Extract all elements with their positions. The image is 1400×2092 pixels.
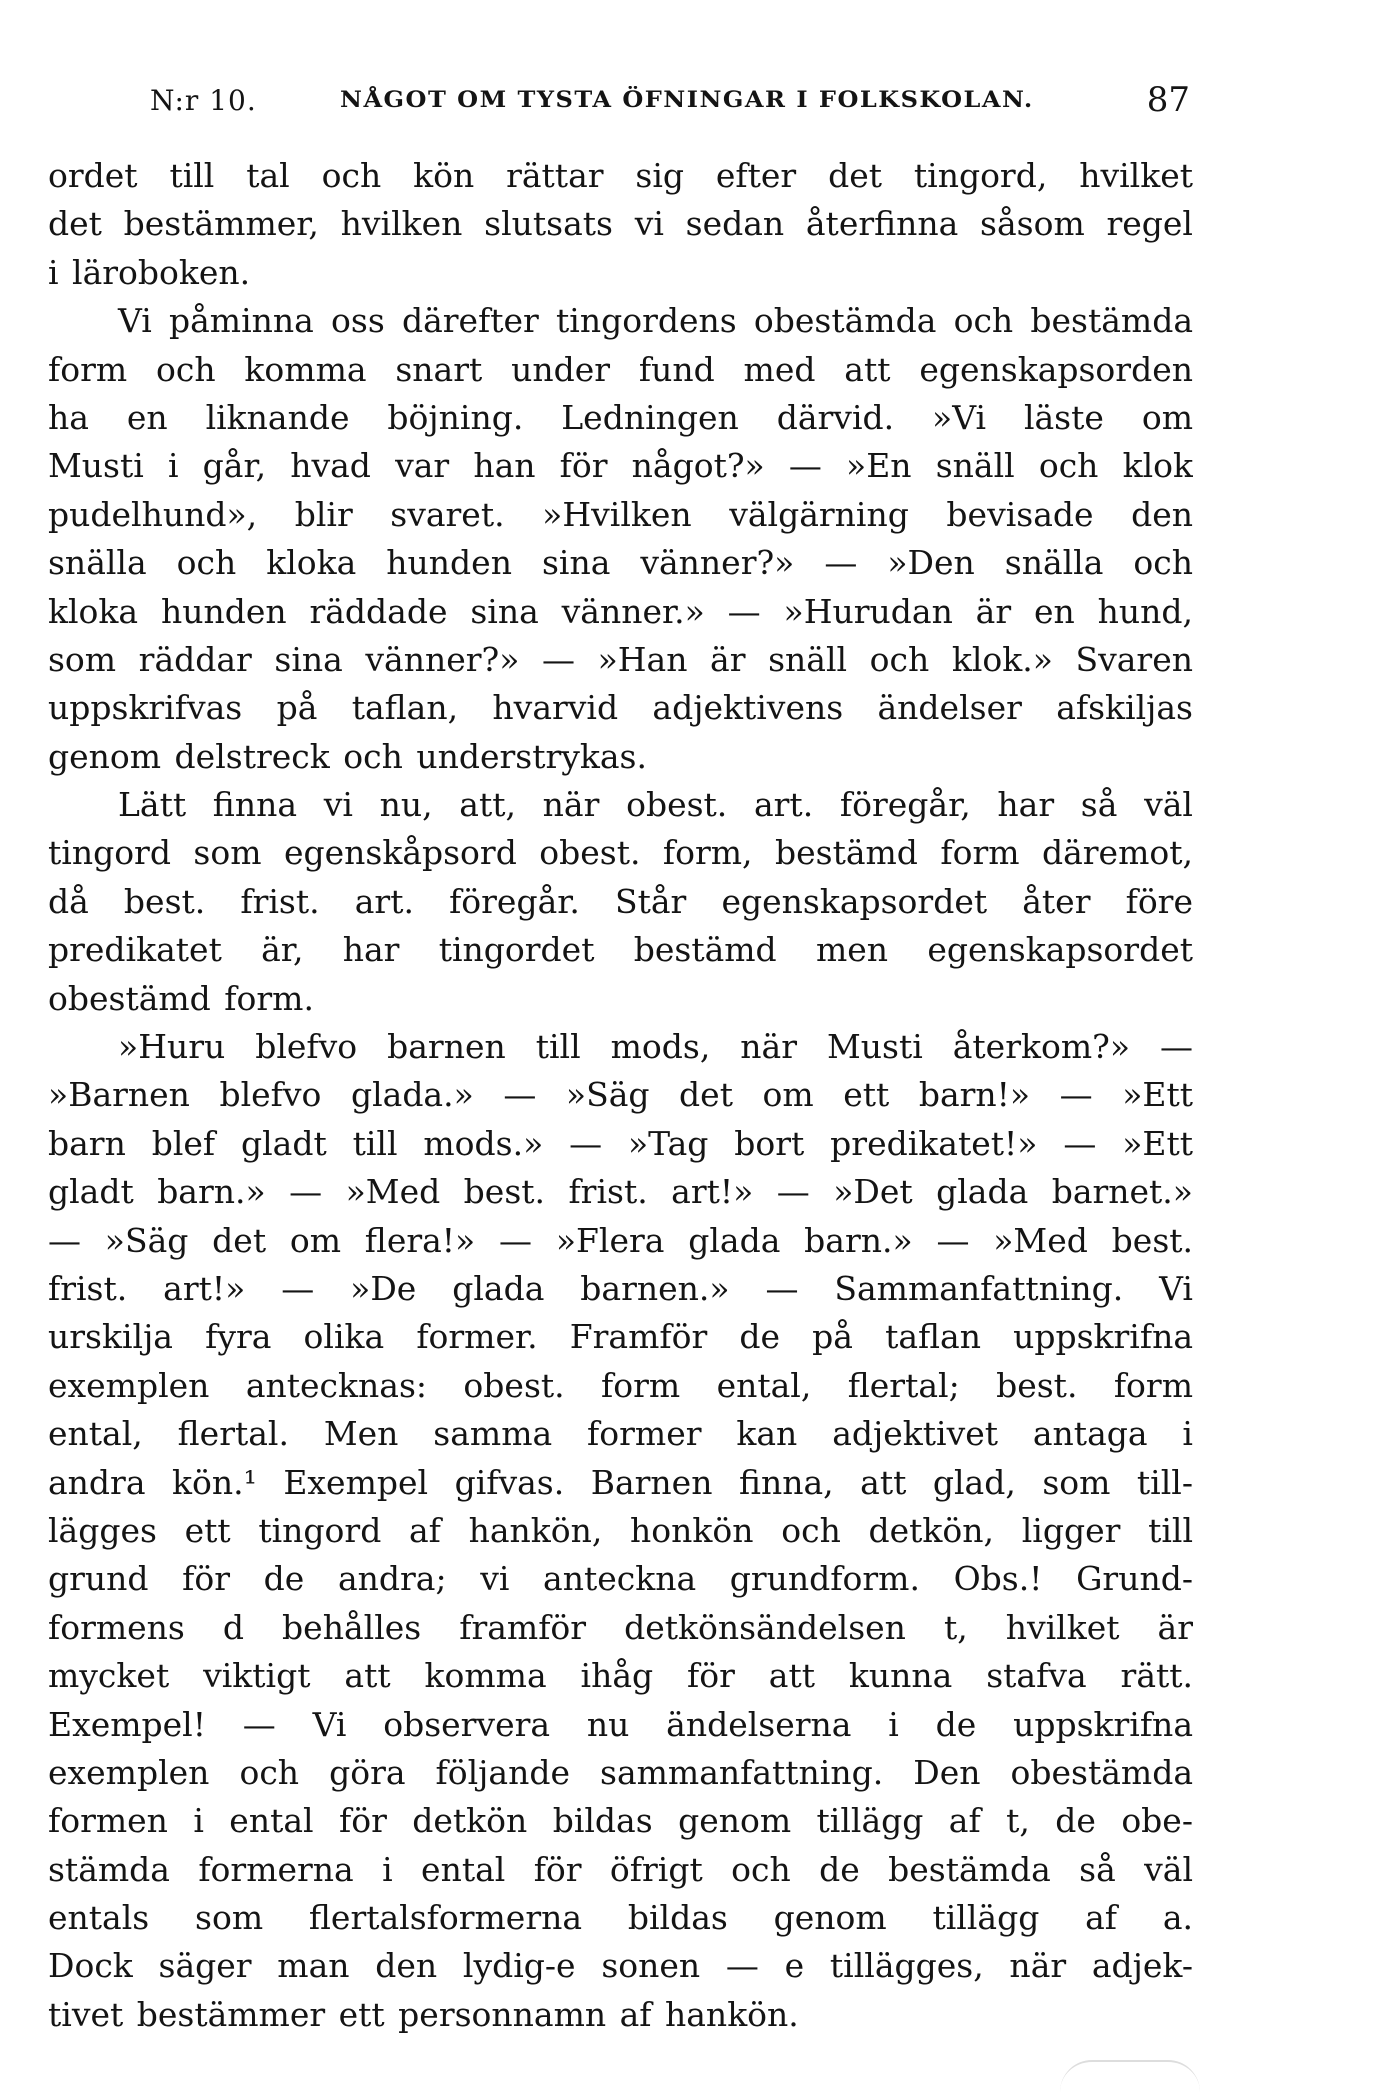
text-line: kloka hunden räddade sina vänner.» — »Hurudan är en hund,: [48, 591, 1193, 631]
text-line: Lätt finna vi nu, att, när obest. art. föregår, har så väl: [118, 785, 1193, 825]
text-line: Exempel! — Vi observera nu ändelserna i de uppskrifna: [48, 1704, 1193, 1744]
text-line: som räddar sina vänner?» — »Han är snäll och klok.» Svaren: [48, 639, 1193, 679]
text-line: obestämd form.: [48, 978, 314, 1018]
text-line: det bestämmer, hvilken slutsats vi sedan återfinna såsom regel: [48, 204, 1193, 244]
text-line: tivet bestämmer ett personnamn af hankön.: [48, 1994, 799, 2034]
text-line: »Huru blefvo barnen till mods, när Musti återkom?» —: [118, 1027, 1193, 1067]
text-line: formen i ental för detkön bildas genom tillägg af t, de obe-: [48, 1801, 1193, 1841]
page-number: 87: [1146, 80, 1190, 120]
text-line: predikatet är, har tingordet bestämd men egenskapsordet: [48, 930, 1193, 970]
text-line: form och komma snart under fund med att egenskapsorden: [48, 349, 1193, 389]
text-line: ha en liknande böjning. Ledningen därvid. »Vi läste om: [48, 397, 1193, 437]
text-line: — »Säg det om flera!» — »Flera glada barn.» — »Med best.: [48, 1220, 1193, 1260]
text-line: barn blef gladt till mods.» — »Tag bort predikatet!» — »Ett: [48, 1123, 1193, 1163]
text-line: frist. art!» — »De glada barnen.» — Sammanfattning. Vi: [48, 1268, 1193, 1308]
text-line: urskilja fyra olika former. Framför de på taflan uppskrifna: [48, 1317, 1193, 1357]
text-line: i läroboken.: [48, 252, 251, 292]
text-line: grund för de andra; vi anteckna grundform. Obs.! Grund-: [48, 1559, 1193, 1599]
running-title: NÅGOT OM TYSTA ÖFNINGAR I FOLKSKOLAN.: [340, 86, 1034, 113]
text-line: exemplen och göra följande sammanfattning. Den obestämda: [48, 1752, 1193, 1792]
scan-artifact: [1060, 2060, 1200, 2092]
text-line: då best. frist. art. föregår. Står egenskapsordet åter före: [48, 881, 1193, 921]
text-line: »Barnen blefvo glada.» — »Säg det om ett barn!» — »Ett: [48, 1075, 1193, 1115]
text-line: ordet till tal och kön rättar sig efter det tingord, hvilket: [48, 156, 1193, 195]
text-line: genom delstreck och understrykas.: [48, 736, 647, 776]
text-line: exemplen antecknas: obest. form ental, flertal; best. form: [48, 1365, 1193, 1405]
text-line: Dock säger man den lydig-e sonen — e tillägges, när adjek-: [48, 1946, 1193, 1986]
text-line: tingord som egenskåpsord obest. form, bestämd form däremot,: [48, 833, 1193, 873]
text-line: lägges ett tingord af hankön, honkön och detkön, ligger till: [48, 1510, 1193, 1550]
text-line: formens d behålles framför detkönsändelsen t, hvilket är: [48, 1607, 1193, 1647]
text-line: ental, flertal. Men samma former kan adjektivet antaga i: [48, 1414, 1193, 1454]
running-header: [150, 80, 1190, 124]
text-line: snälla och kloka hunden sina vänner?» — »Den snälla och: [48, 543, 1193, 583]
text-line: pudelhund», blir svaret. »Hvilken välgärning bevisade den: [48, 494, 1193, 534]
text-line: gladt barn.» — »Med best. frist. art!» — »Det glada barnet.»: [48, 1172, 1193, 1212]
text-line: entals som flertalsformerna bildas genom tillägg af a.: [48, 1898, 1193, 1938]
issue-number: N:r 10.: [150, 84, 257, 117]
text-line: Vi påminna oss därefter tingordens obestämda och bestämda: [118, 301, 1193, 341]
text-line: stämda formerna i ental för öfrigt och de bestämda så väl: [48, 1849, 1193, 1889]
text-line: andra kön.¹ Exempel gifvas. Barnen finna, att glad, som till-: [48, 1462, 1193, 1502]
body-text: [48, 152, 1193, 2039]
text-line: Musti i går, hvad var han för något?» — »En snäll och klok: [48, 446, 1193, 486]
text-line: mycket viktigt att komma ihåg för att kunna stafva rätt.: [48, 1656, 1193, 1696]
text-line: uppskrifvas på taflan, hvarvid adjektivens ändelser afskiljas: [48, 688, 1193, 728]
